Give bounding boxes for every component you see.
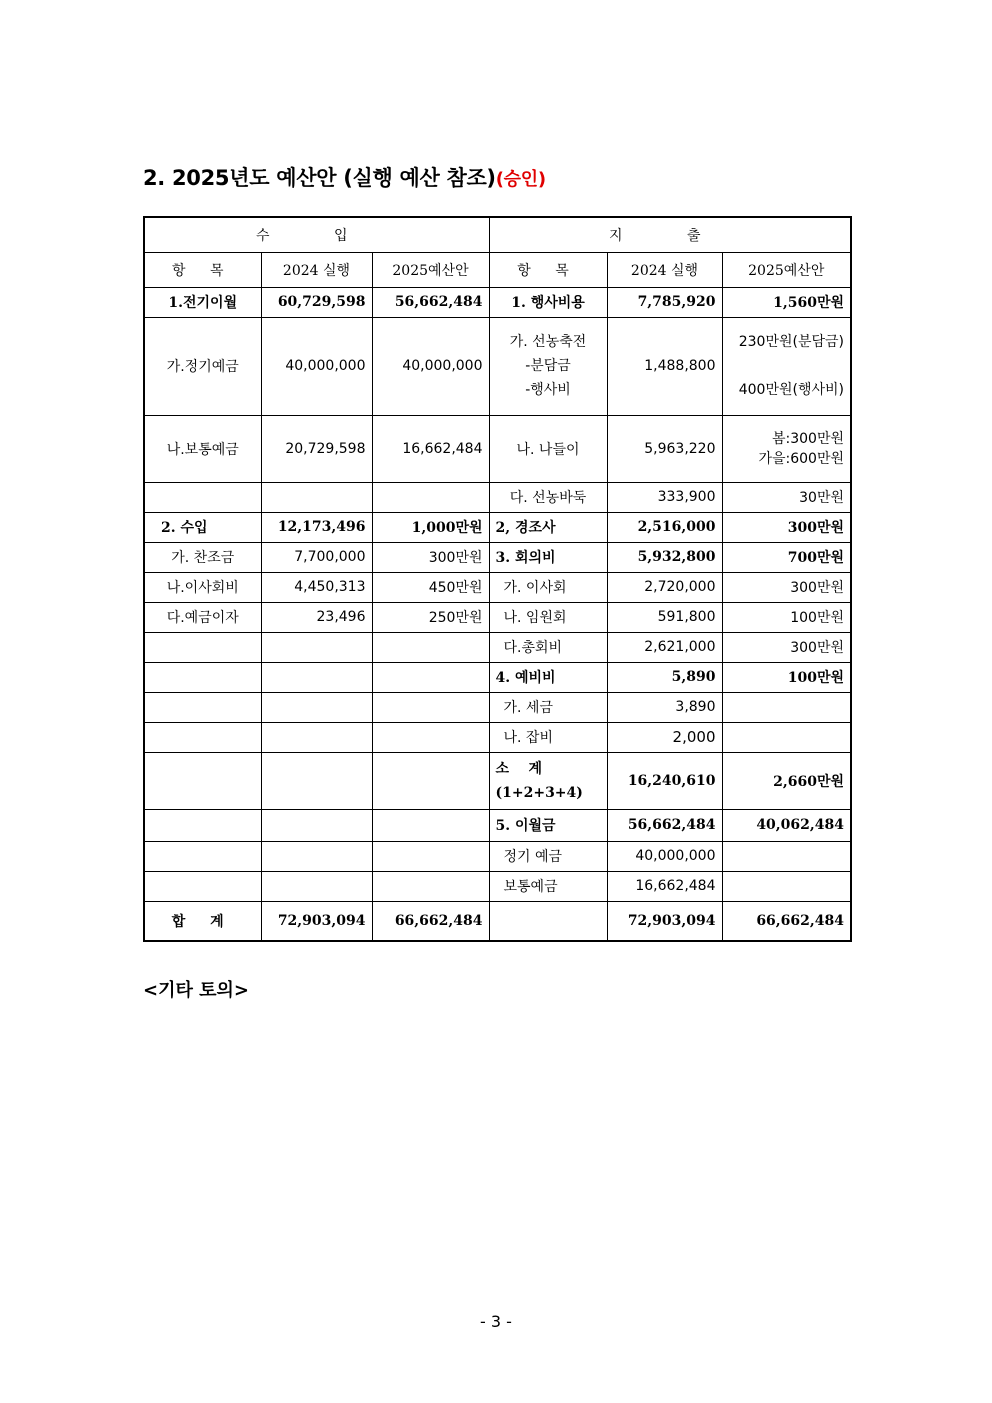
- cell: 66,662,484: [722, 901, 851, 941]
- cell: [144, 692, 261, 722]
- cell: [722, 317, 851, 415]
- cell: 다.총회비: [489, 632, 607, 662]
- table-row: [144, 572, 851, 602]
- cell: [261, 722, 372, 752]
- line: 400만원(행사비): [738, 382, 844, 398]
- cell: 300만원: [722, 632, 851, 662]
- cell: 72,903,094: [607, 901, 722, 941]
- cell: 16,662,484: [607, 871, 722, 901]
- cell: 나.이사회비: [144, 572, 261, 602]
- cell: [372, 662, 489, 692]
- total-label: 합 계: [144, 901, 261, 941]
- cell: 4. 예비비: [489, 662, 607, 692]
- line: 가. 선농축전: [509, 334, 587, 350]
- cell: [144, 662, 261, 692]
- cell: 1,000만원: [372, 512, 489, 542]
- cell: 72,903,094: [261, 901, 372, 941]
- income-col-item: 항 목: [144, 252, 261, 287]
- cell: 300만원: [722, 512, 851, 542]
- cell: [372, 482, 489, 512]
- income-col-2024: 2024 실행: [261, 252, 372, 287]
- cell: 3. 회의비: [489, 542, 607, 572]
- cell: [372, 752, 489, 809]
- cell: [372, 722, 489, 752]
- cell: 7,785,920: [607, 287, 722, 317]
- line: -분담금: [525, 358, 571, 374]
- table-row: [144, 692, 851, 722]
- expense-col-2024: 2024 실행: [607, 252, 722, 287]
- cell: 60,729,598: [261, 287, 372, 317]
- cell: 2,720,000: [607, 572, 722, 602]
- cell: 16,662,484: [372, 415, 489, 482]
- cell: 56,662,484: [372, 287, 489, 317]
- cell: 5,890: [607, 662, 722, 692]
- cell: [261, 871, 372, 901]
- table-row: [144, 722, 851, 752]
- cell: 2,660만원: [722, 752, 851, 809]
- cell: [489, 752, 607, 809]
- cell: [261, 482, 372, 512]
- cell: 591,800: [607, 602, 722, 632]
- section-heading: [143, 162, 546, 192]
- table-row: [144, 752, 851, 809]
- cell: [372, 692, 489, 722]
- cell: 16,240,610: [607, 752, 722, 809]
- table-row: [144, 632, 851, 662]
- income-col-2025: 2025예산안: [372, 252, 489, 287]
- line: 가을:600만원: [758, 450, 844, 467]
- cell: 700만원: [722, 542, 851, 572]
- expense-col-item: 항 목: [489, 252, 607, 287]
- income-title: 수 입: [144, 217, 489, 252]
- cell: 4,450,313: [261, 572, 372, 602]
- spacer: [729, 354, 845, 378]
- table-row: [144, 415, 851, 482]
- cell: 1.전기이월: [144, 287, 261, 317]
- cell: [144, 722, 261, 752]
- cell: 23,496: [261, 602, 372, 632]
- cell: 나.보통예금: [144, 415, 261, 482]
- table-row: [144, 317, 851, 415]
- cell: 40,000,000: [261, 317, 372, 415]
- cell: [144, 752, 261, 809]
- cell: 5,932,800: [607, 542, 722, 572]
- line: 230만원(분담금): [738, 334, 844, 350]
- cell: [722, 871, 851, 901]
- cell: 30만원: [722, 482, 851, 512]
- cell: 40,000,000: [372, 317, 489, 415]
- approval-status: (승인): [495, 169, 546, 190]
- cell: [144, 632, 261, 662]
- cell: [144, 482, 261, 512]
- cell: [261, 692, 372, 722]
- table-row: [144, 871, 851, 901]
- cell: 나. 잡비: [489, 722, 607, 752]
- cell: [261, 841, 372, 871]
- expense-title: 지 출: [489, 217, 851, 252]
- cell: [144, 871, 261, 901]
- cell: 1,488,800: [607, 317, 722, 415]
- cell: [372, 809, 489, 841]
- cell: 1,560만원: [722, 287, 851, 317]
- cell: 20,729,598: [261, 415, 372, 482]
- budget-table: [143, 216, 852, 942]
- cell: 250만원: [372, 602, 489, 632]
- cell: [144, 841, 261, 871]
- cell: 5,963,220: [607, 415, 722, 482]
- table-row: [144, 841, 851, 871]
- expense-col-2025: 2025예산안: [722, 252, 851, 287]
- line: -행사비: [525, 382, 571, 398]
- cell: 나. 나들이: [489, 415, 607, 482]
- cell: [372, 632, 489, 662]
- line: 소 계: [495, 760, 543, 777]
- table-row: [144, 542, 851, 572]
- total-row: [144, 901, 851, 941]
- column-header-row: [144, 252, 851, 287]
- cell: 333,900: [607, 482, 722, 512]
- cell: 40,000,000: [607, 841, 722, 871]
- section-header-row: [144, 217, 851, 252]
- table-row: [144, 482, 851, 512]
- cell: [489, 901, 607, 941]
- other-discussion-heading: <기타 토의>: [143, 980, 249, 1001]
- cell: 다. 선농바둑: [489, 482, 607, 512]
- cell: 1. 행사비용: [489, 287, 607, 317]
- cell: 450만원: [372, 572, 489, 602]
- cell: 2,516,000: [607, 512, 722, 542]
- cell: 가. 세금: [489, 692, 607, 722]
- cell: [722, 692, 851, 722]
- cell: [372, 871, 489, 901]
- cell: 56,662,484: [607, 809, 722, 841]
- cell: 5. 이월금: [489, 809, 607, 841]
- cell: 나. 임원회: [489, 602, 607, 632]
- table-row: [144, 662, 851, 692]
- cell: 2,000: [607, 722, 722, 752]
- cell: [261, 752, 372, 809]
- cell: [722, 722, 851, 752]
- cell: 정기 예금: [489, 841, 607, 871]
- cell: 12,173,496: [261, 512, 372, 542]
- page-number: - 3 -: [480, 1312, 512, 1331]
- cell: [722, 415, 851, 482]
- cell: 가.정기예금: [144, 317, 261, 415]
- cell: [144, 809, 261, 841]
- cell: 가. 이사회: [489, 572, 607, 602]
- cell: 100만원: [722, 602, 851, 632]
- table-row: [144, 512, 851, 542]
- cell: 66,662,484: [372, 901, 489, 941]
- cell: [261, 662, 372, 692]
- table-row: [144, 287, 851, 317]
- cell: 2, 경조사: [489, 512, 607, 542]
- table-row: [144, 809, 851, 841]
- cell: [261, 632, 372, 662]
- cell: 다.예금이자: [144, 602, 261, 632]
- cell: 300만원: [722, 572, 851, 602]
- cell: 40,062,484: [722, 809, 851, 841]
- cell: [489, 317, 607, 415]
- cell: [261, 809, 372, 841]
- table-row: [144, 602, 851, 632]
- cell: 가. 찬조금: [144, 542, 261, 572]
- cell: 100만원: [722, 662, 851, 692]
- cell: [722, 841, 851, 871]
- cell: 보통예금: [489, 871, 607, 901]
- line: 봄:300만원: [771, 430, 844, 447]
- cell: 7,700,000: [261, 542, 372, 572]
- cell: 3,890: [607, 692, 722, 722]
- cell: 2. 수입: [144, 512, 261, 542]
- cell: 2,621,000: [607, 632, 722, 662]
- cell: 300만원: [372, 542, 489, 572]
- cell: [372, 841, 489, 871]
- heading-text: 2. 2025년도 예산안 (실행 예산 참조): [143, 166, 496, 190]
- line: (1+2+3+4): [495, 784, 583, 801]
